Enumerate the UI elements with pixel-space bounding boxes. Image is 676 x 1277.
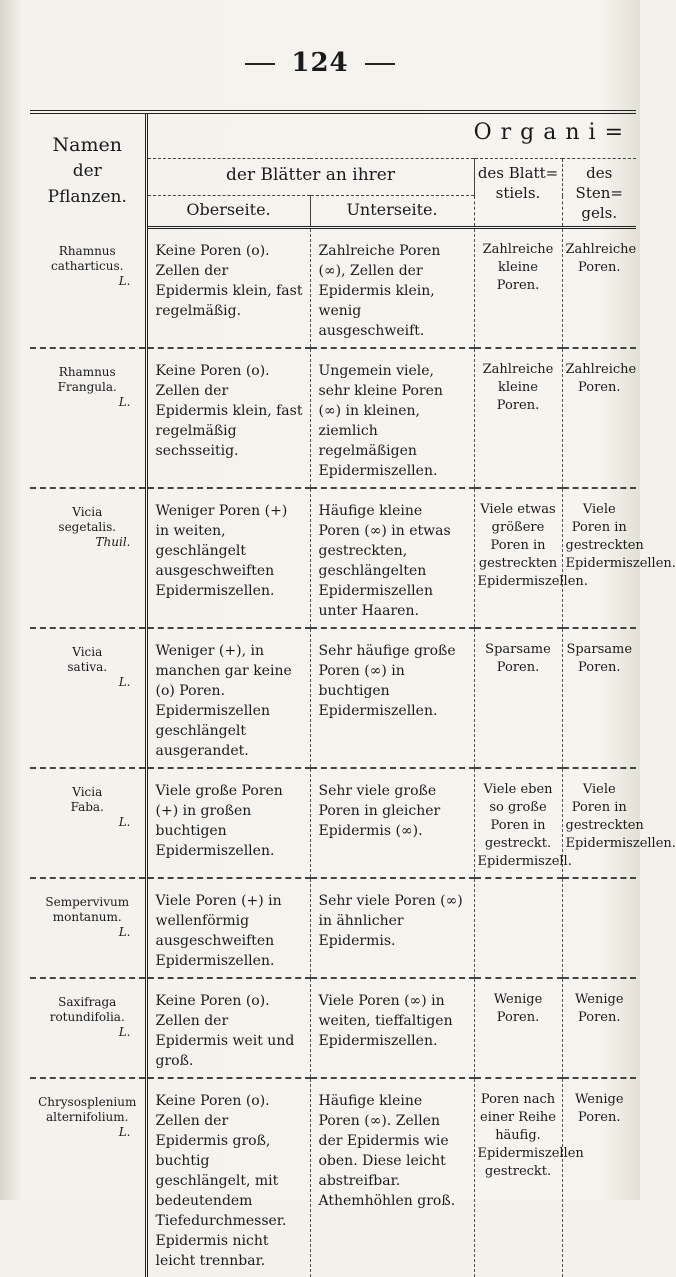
table-row <box>30 228 636 349</box>
stem-cell: Wenige Poren. <box>562 1078 636 1277</box>
species: rotundifolia. <box>50 1010 125 1024</box>
table-row <box>30 878 636 978</box>
table-row <box>30 348 636 488</box>
leaf-stalk-cell: Zahlreiche kleine Poren. <box>474 228 562 349</box>
species: Frangula. <box>58 380 117 394</box>
plant-name <box>30 1078 146 1277</box>
leaf-stalk-cell <box>474 878 562 978</box>
plant-name <box>30 228 146 349</box>
author: Thuil. <box>34 535 141 550</box>
leaf-stalk-cell: Viele eben so große Poren in gestreckt. Epidermiszell. <box>474 768 562 878</box>
upper-side-cell: Keine Poren (o). Zellen der Epidermis weit und groß. <box>146 978 310 1078</box>
under-side-cell: Ungemein viele, sehr kleine Poren (∞) in kleinen, ziemlich regelmäßigen Epidermiszellen. <box>310 348 474 488</box>
header-under-side: Unterseite. <box>310 196 474 228</box>
header-organ: Organi= <box>146 112 636 159</box>
plant-name <box>30 488 146 628</box>
stem-cell: Zahlreiche Poren. <box>562 348 636 488</box>
plant-name <box>30 768 146 878</box>
header-upper-side: Oberseite. <box>146 196 310 228</box>
genus: Vicia <box>72 645 102 659</box>
species: alternifolium. <box>46 1110 128 1124</box>
under-side-cell: Sehr viele Poren (∞) in ähnlicher Epidermis. <box>310 878 474 978</box>
genus: Saxifraga <box>58 995 116 1009</box>
species: segetalis. <box>58 520 116 534</box>
species: catharticus. <box>51 259 123 273</box>
table-row <box>30 1078 636 1277</box>
plant-name <box>30 878 146 978</box>
header-names-line1: Namen <box>30 132 145 158</box>
table-row <box>30 628 636 768</box>
under-side-cell: Sehr viele große Poren in gleicher Epidermis (∞). <box>310 768 474 878</box>
header-names-line3: Pflanzen. <box>30 184 145 210</box>
leaf-stalk-cell: Wenige Poren. <box>474 978 562 1078</box>
table-row <box>30 978 636 1078</box>
genus: Vicia <box>72 505 102 519</box>
leaf-stalk-cell: Sparsame Poren. <box>474 628 562 768</box>
author: L. <box>34 1125 141 1140</box>
upper-side-cell: Viele große Poren (+) in großen buchtigen Epidermiszellen. <box>146 768 310 878</box>
under-side-cell: Zahlreiche Poren (∞), Zellen der Epidermis klein, wenig ausgeschweift. <box>310 228 474 349</box>
page-number-text: 124 <box>291 48 348 78</box>
author: L. <box>34 675 141 690</box>
upper-side-cell: Weniger (+), in manchen gar keine (o) Poren. Epidermiszellen geschlängelt ausgerandet. <box>146 628 310 768</box>
genus: Rhamnus <box>59 365 116 379</box>
leaf-stalk-cell: Viele etwas größere Poren in gestreckten Epidermiszellen. <box>474 488 562 628</box>
upper-side-cell: Keine Poren (o). Zellen der Epidermis groß, buchtig geschlängelt, mit bedeutendem Tiefedurchmesser. Epidermis nicht leicht trennbar. <box>146 1078 310 1277</box>
stem-cell: Viele Poren in gestreckten Epidermiszellen. <box>562 488 636 628</box>
header-leaf-stalk: des Blatt= stiels. <box>474 159 562 228</box>
header-leaves: der Blätter an ihrer <box>146 159 474 196</box>
leaf-stalk-cell: Poren nach einer Reihe häufig. Epidermiszellen gestreckt. <box>474 1078 562 1277</box>
genus: Chrysosplenium <box>38 1095 136 1109</box>
upper-side-cell: Keine Poren (o). Zellen der Epidermis klein, fast regelmäßig sechsseitig. <box>146 348 310 488</box>
upper-side-cell: Keine Poren (o). Zellen der Epidermis klein, fast regelmäßig. <box>146 228 310 349</box>
plant-name <box>30 348 146 488</box>
author: L. <box>34 925 141 940</box>
under-side-cell: Viele Poren (∞) in weiten, tieffaltigen Epidermiszellen. <box>310 978 474 1078</box>
header-plant-names <box>30 112 146 228</box>
species: montanum. <box>53 910 122 924</box>
species: sativa. <box>67 660 107 674</box>
genus: Sempervivum <box>45 895 129 909</box>
stem-cell: Wenige Poren. <box>562 978 636 1078</box>
pores-table <box>30 110 636 1277</box>
table-row <box>30 768 636 878</box>
author: L. <box>34 274 141 289</box>
under-side-cell: Häufige kleine Poren (∞). Zellen der Epidermis wie oben. Diese leicht abstreifbar. Athemhöhlen groß. <box>310 1078 474 1277</box>
plant-name <box>30 978 146 1078</box>
genus: Vicia <box>72 785 102 799</box>
stem-cell: Viele Poren in gestreckten Epidermiszellen. <box>562 768 636 878</box>
leaf-stalk-cell: Zahlreiche kleine Poren. <box>474 348 562 488</box>
genus: Rhamnus <box>59 244 116 258</box>
author: L. <box>34 1025 141 1040</box>
table-body <box>30 228 636 1277</box>
table-row <box>30 488 636 628</box>
header-stem: des Sten= gels. <box>562 159 636 228</box>
stem-cell: Zahlreiche Poren. <box>562 228 636 349</box>
stem-cell: Sparsame Poren. <box>562 628 636 768</box>
under-side-cell: Häufige kleine Poren (∞) in etwas gestreckten, geschlängelten Epidermiszellen unter Haaren. <box>310 488 474 628</box>
upper-side-cell: Viele Poren (+) in wellenförmig ausgeschweiften Epidermiszellen. <box>146 878 310 978</box>
upper-side-cell: Weniger Poren (+) in weiten, geschlängelt ausgeschweiften Epidermiszellen. <box>146 488 310 628</box>
right-dash <box>365 63 395 65</box>
species: Faba. <box>71 800 104 814</box>
author: L. <box>34 395 141 410</box>
header-names-line2: der <box>30 158 145 184</box>
plant-name <box>30 628 146 768</box>
under-side-cell: Sehr häufige große Poren (∞) in buchtigen Epidermiszellen. <box>310 628 474 768</box>
author: L. <box>34 815 141 830</box>
left-dash <box>245 63 275 65</box>
stem-cell <box>562 878 636 978</box>
page-number <box>0 48 640 78</box>
